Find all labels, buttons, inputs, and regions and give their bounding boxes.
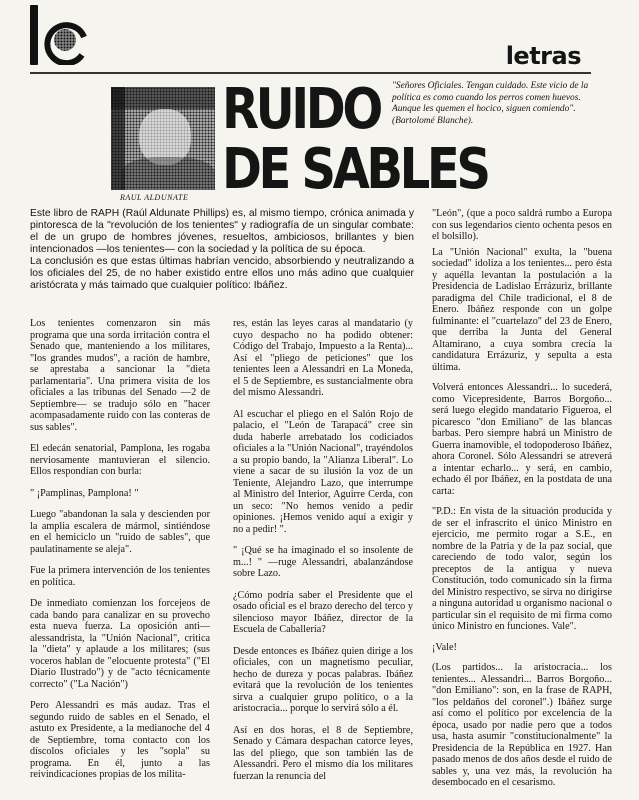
paragraph: De inmediato comienzan los forcejeos de cada bando para canalizar en su provecho esta nueva fuerza. La oposición anti—alessandrista, la "Unión Nacional", critica la "dieta" y aplaude a los militares; (sus voceros hablan de "elocuente protesta" ("El Diario Ilustrado") y de "acto técnicamente correcto" ("La Nación") bbox=[30, 598, 210, 690]
logo-letter-e-icon bbox=[42, 19, 88, 65]
paragraph: " ¡Qué se ha imaginado el so insolente de m...! " —ruge Alessandri, abalanzándose sobre Lazo. bbox=[233, 545, 413, 579]
photo-caption: RAUL ALDUNATE bbox=[120, 193, 189, 202]
photo-coat bbox=[121, 157, 215, 190]
paragraph: res, están las leyes caras al mandatario (y cuyo despacho no ha podido obtener: Código del Trabajo, Impuesto a la Renta)... Así el "pliego de peticiones" que los tenientes leen a Alessandri en La Moneda, el 5 de Septiembre, es sustancialmente obra del mismo Alessandri. bbox=[233, 318, 413, 398]
paragraph: "P.D.: En vista de la situación producida y de ser el infrascrito el único Ministro en ejercicio, me permito rogar a S.E., en nombre de la Patria y de la paz social, que careciendo de todo valor, según los preceptos de la antigua y nueva Constitución, todo comunicado sin la firma del Ministro respectivo, se sirva no dirigirse a ninguna autoridad u organismo nacional o particular sin el requisito de mi firma como único Ministro en funciones. Vale". bbox=[432, 506, 612, 632]
paragraph: Al escuchar el pliego en el Salón Rojo de palacio, el "León de Tarapacá" cree sin duda haberle arrebatado los codiciados oficiales a la "Unión Nacional", trayéndolos a su propio bando, la "Alianza Liberal". Lo viene a sacar de su ilusión la voz de un Teniente, Alejandro Lazo, que interrumpe al Ministro del Interior, Aguirre Cerda, con un seco: "No hemos venido a pedir opiniones. ¡Hemos venido aquí a exigir y no a pedir! ". bbox=[233, 408, 413, 535]
epigraph bbox=[392, 81, 602, 127]
lede bbox=[30, 208, 414, 292]
paragraph: Volverá entonces Alessandri... lo sucederá, como Vicepresidente, Barros Borgoño... será luego elegido mandatario Figueroa, el picaresco "don Emiliano" de las blancas barbas. Pero siempre habrá un Ministro de Guerra inamovible, el todopoderoso Ibáñez, ahora Coronel. Sólo Alessandri se atreverá a intentar echarlo... y será, en cambio, echado él por Ibáñez, en la postdata de una carta: bbox=[432, 382, 612, 497]
author-photo bbox=[111, 87, 215, 190]
paragraph: " ¡Pamplinas, Pamplona! " bbox=[30, 487, 139, 499]
paragraph: ¿Cómo podría saber el Presidente que el osado oficial es el brazo derecho del terco y silencioso mayor Ibáñez, director de la Escuela de Caballería? bbox=[233, 589, 413, 635]
paragraph: Los tenientes comenzaron sin más programa que una sorda irritación contra el Senado que, manteniendo a los militares, "los grandes mudos", a ración de hambre, se aprestaba a sancionar la "dieta parlamentaria". Una primera visita de los oficiales a las tribunas del Senado —2 de Septiembre— se tradujo sólo en "hacer acompasadamente ruido con las conteras de sus sables". bbox=[30, 318, 210, 433]
paragraph: "León", (que a poco saldrá rumbo a Europa con sus legendarios ciento ochenta pesos en el bolsillo). bbox=[432, 208, 612, 242]
paragraph: Desde entonces es Ibáñez quien dirige a los oficiales, con un magnetismo peculiar, hecho de dureza y pocas palabras. Ibáñez evitará que la revolución de los tenientes sirva a cualquier grupo político, o a la aristocracia... porque lo servirá sólo a él. bbox=[233, 645, 413, 714]
paragraph: Así en dos horas, el 8 de Septiembre, Senado y Cámara despachan catorce leyes, las del pliego, que son también las de Alessandri. Pero el mismo día los militares fuerzan la renuncia del bbox=[233, 724, 413, 782]
paragraph: Fue la primera intervención de los tenientes en política. bbox=[30, 565, 210, 588]
column-3 bbox=[432, 208, 612, 799]
lede-paragraph: La conclusión es que estas últimas habrían vencido, absorbiendo y neutralizando a los oficiales del 25, de no haber existido entre ellos uno más adino que cualquier aristócrata y más taimado que cualquier político: Ibáñez. bbox=[30, 256, 414, 291]
paragraph: El edecán senatorial, Pamplona, les rogaba nerviosamente mantuvieran el silencio. Ellos respondían con burla: bbox=[30, 443, 210, 477]
lede-paragraph: Este libro de RAPH (Raúl Aldunate Phillips) es, al mismo tiempo, crónica animada y pintoresca de la "revolución de los tenientes" y radiografía de un singular combate: el de un grupo de hombres jóvenes, resueltos, ambiciosos, brillantes y bien intencionados —los tenientes— con la sociedad y la política de su época. bbox=[30, 208, 414, 255]
paragraph: La "Unión Nacional" exulta, la "buena sociedad" idoliza a los tenientes... pero ésta y aquélla levantan la postulación a la Presidencia de Ladislao Errázuriz, brillante paradigma del Chile tradicional, el 8 de Enero. Ibáñez responde con un golpe fulminante: el "cuartelazo" del 23 de Enero, que derriba la Junta del General Altamirano, a cuya sombra crecía la candidatura Errázuriz, y sepulta a esta última. bbox=[432, 246, 612, 373]
epigraph-attribution: (Bartolomé Blanche). bbox=[392, 115, 474, 126]
header-rule bbox=[30, 72, 591, 74]
epigraph-quote: "Señores Oficiales. Tengan cuidado. Este vicio de la política es como cuando los perros comen huevos. Aunque les quemen el hocico, siguen comiendo". bbox=[392, 81, 589, 114]
paragraph: Luego "abandonan la sala y descienden por la amplia escalera de mármol, sintiéndose en el hemiciclo un "ruido de sables", que paulatinamente se aleja". bbox=[30, 509, 210, 555]
paragraph: ¡Vale! bbox=[432, 641, 457, 653]
magazine-logo bbox=[30, 5, 100, 67]
title-line-2: DE SABLES bbox=[222, 137, 488, 202]
title-line-1: RUIDO bbox=[222, 77, 380, 142]
column-2 bbox=[233, 318, 413, 792]
section-label: letras bbox=[505, 42, 581, 70]
column-1 bbox=[30, 318, 210, 791]
photo-shading bbox=[111, 87, 215, 109]
logo-letter-l bbox=[30, 5, 38, 65]
paragraph: Pero Alessandri es más audaz. Tras el segundo ruido de sables en el Senado, el astuto ex Presidente, a la medianoche del 4 de Septiembre, toma contacto con los díscolos oficiales y les "sopla" su programa. En él, junto a las reivindicaciones propias de los milita- bbox=[30, 700, 210, 780]
paragraph: (Los partidos... la aristocracia... los tenientes... Alessandri... Barros Borgoño... "don Emiliano": son, en la frase de RAPH, "los peldaños del coronel".) Ibáñez surge así como el político por excelencia de la época, usado por nadie pero que a todos usa, hasta asumir "constitucionalmente" la Presidencia de la República en 1927. Han pasado menos de dos años desde el ruido de sables y, una vez más, la revolución ha desembocado en el cesarismo. bbox=[432, 662, 612, 788]
